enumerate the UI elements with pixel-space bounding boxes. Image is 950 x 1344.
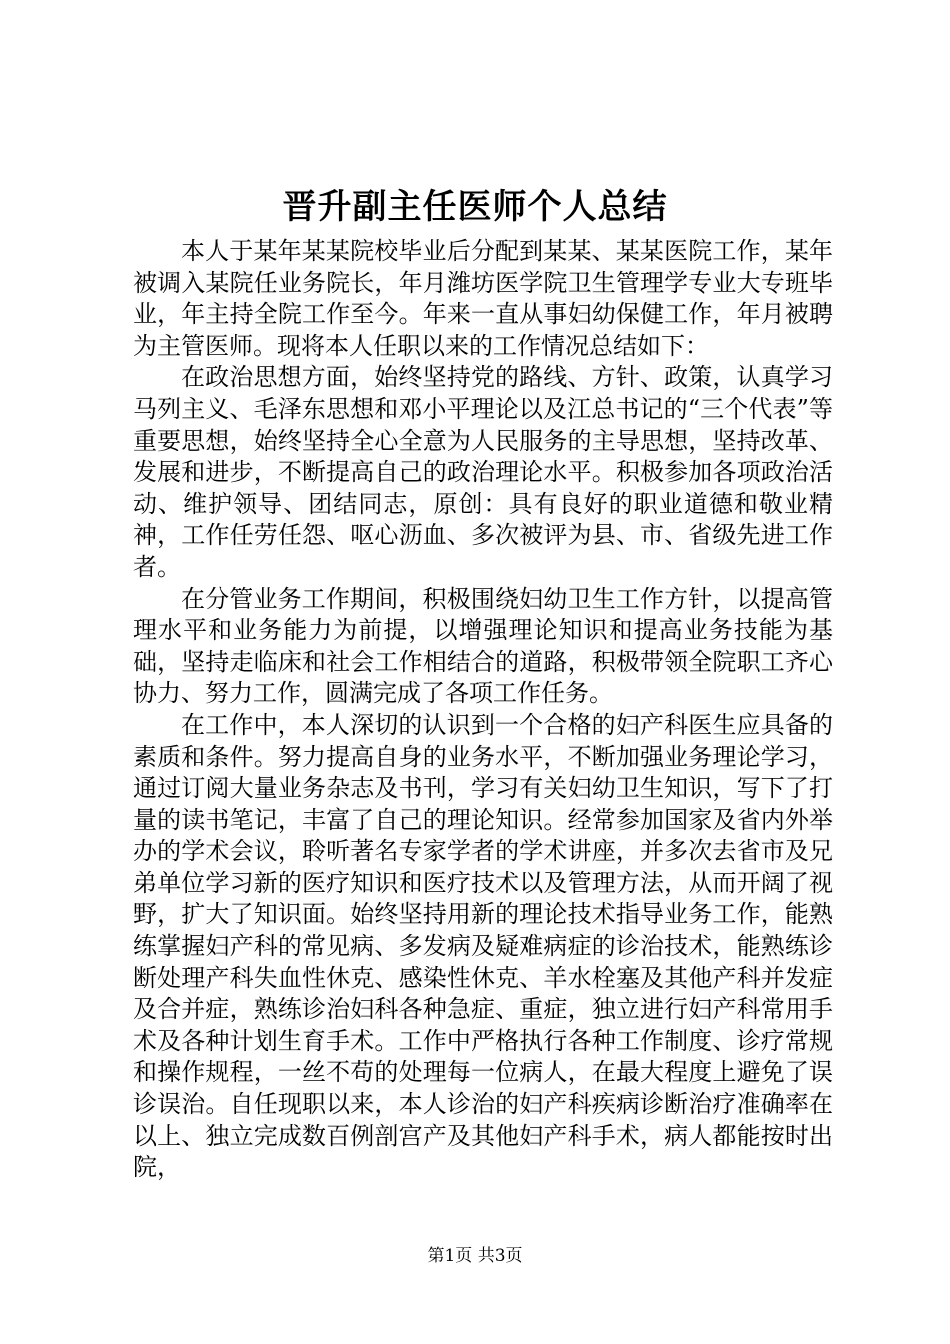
page-footer: 第1页 共3页 [427, 1246, 523, 1266]
paragraph-management: 在分管业务工作期间，积极围绕妇幼卫生工作方针，以提高管理水平和业务能力为前提，以增强理论知识和提高业务技能为基础，坚持走临床和社会工作相结合的道路，积极带领全院职工齐心协力、努力工作，圆满完成了各项工作任务。 [133, 584, 833, 708]
paragraph-clinical-work: 在工作中，本人深切的认识到一个合格的妇产科医生应具备的素质和条件。努力提高自身的业务水平，不断加强业务理论学习，通过订阅大量业务杂志及书刊，学习有关妇幼卫生知识，写下了打量的读书笔记，丰富了自己的理论知识。经常参加国家及省内外举办的学术会议，聆听著名专家学者的学术讲座，并多次去省市及兄弟单位学习新的医疗知识和医疗技术以及管理方法，从而开阔了视野，扩大了知识面。始终坚持用新的理论技术指导业务工作，能熟练掌握妇产科的常见病、多发病及疑难病症的诊治技术，能熟练诊断处理产科失血性休克、感染性休克、羊水栓塞及其他产科并发症及合并症，熟练诊治妇科各种急症、重症，独立进行妇产科常用手术及各种计划生育手术。工作中严格执行各种工作制度、诊疗常规和操作规程，一丝不苟的处理每一位病人，在最大程度上避免了误诊误治。自任现职以来，本人诊治的妇产科疾病诊断治疗准确率在以上、独立完成数百例剖宫产及其他妇产科手术，病人都能按时出院， [133, 710, 833, 1182]
document-body [133, 236, 833, 1184]
document-title: 晋升副主任医师个人总结 [282, 187, 668, 227]
paragraph-intro: 本人于某年某某院校毕业后分配到某某、某某医院工作，某年被调入某院任业务院长，年月潍坊医学院卫生管理学专业大专班毕业，年主持全院工作至今。年来一直从事妇幼保健工作，年月被聘为主管医师。现将本人任职以来的工作情况总结如下： [133, 237, 833, 360]
paragraph-political: 在政治思想方面，始终坚持党的路线、方针、政策，认真学习马列主义、毛泽东思想和邓小平理论以及江总书记的“三个代表”等重要思想，始终坚持全心全意为人民服务的主导思想，坚持改革、发展和进步，不断提高自己的政治理论水平。积极参加各项政治活动、维护领导、团结同志，原创：具有良好的职业道德和敬业精神，工作任劳任怨、呕心沥血、多次被评为县、市、省级先进工作者。 [133, 363, 833, 581]
